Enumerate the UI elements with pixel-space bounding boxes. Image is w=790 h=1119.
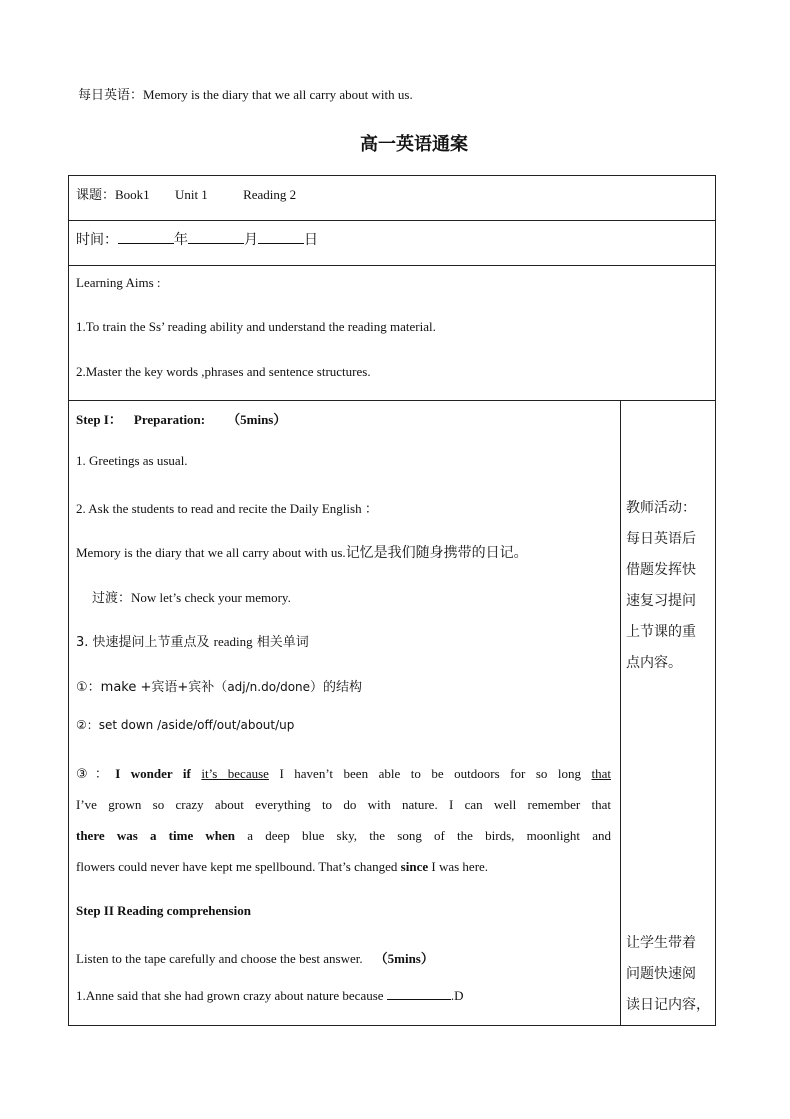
reading: Reading 2 (243, 187, 297, 202)
student-note-line: 让学生带着 (626, 935, 696, 951)
step1-line: 2. Ask the students to read and recite the Daily English ： (76, 501, 378, 516)
point-1 (76, 676, 362, 695)
line4-cn2: 相关单词 (252, 635, 309, 650)
point1-mark: ①： (76, 680, 101, 695)
point3-underline: that (591, 766, 612, 781)
table-divider (68, 265, 715, 266)
step1-heading (76, 409, 286, 428)
month-label: 月 (244, 232, 258, 248)
point1-d: 宾补（ (188, 680, 228, 695)
step2-duration: （5mins） (374, 951, 434, 966)
point3-text: I haven’t been able to be outdoors for so long (279, 766, 581, 781)
table-border-left (68, 175, 69, 1026)
day-label: 日 (304, 232, 318, 248)
aims-heading: Learning Aims : (76, 275, 161, 290)
table-divider (68, 220, 715, 221)
topic-row (76, 184, 296, 203)
point-3-line: I’ve grown so crazy about everything to do with nature. I can well remember that (76, 797, 611, 812)
question-1 (76, 987, 463, 1004)
q1-text: 1.Anne said that she had grown crazy about nature because (76, 988, 384, 1003)
student-activity (626, 928, 712, 1021)
daily-english-cn: 记忆是我们随身携带的日记。 (345, 545, 528, 561)
q1-answer: .D (450, 988, 464, 1003)
aim-item: 1.To train the Ss’ reading ability and understand the reading material. (76, 319, 436, 334)
transition-label: 过渡： (92, 591, 132, 606)
book: Book1 (115, 187, 150, 202)
teacher-activity (626, 493, 712, 679)
point3-bold: I wonder if (115, 766, 191, 781)
topic-label: 课题： (76, 188, 116, 203)
point3-mark: ③： (76, 767, 116, 782)
student-note-line: 读日记内容， (626, 997, 710, 1013)
aim-item: 2.Master the key words ,phrases and sentence structures. (76, 364, 371, 379)
step1-label: Step I： (76, 412, 122, 427)
year-blank (118, 231, 174, 244)
table-border-top (68, 175, 715, 176)
step1-line (76, 542, 528, 562)
point3-text: a deep blue sky, the song of the birds, moonlight and (247, 828, 612, 843)
teacher-note-line: 上节课的重 (626, 624, 696, 640)
transition-line (92, 587, 291, 606)
point1-f: ）的结构 (310, 680, 363, 695)
step2-instruction (76, 948, 434, 967)
teacher-note-line: 每日英语后 (626, 531, 696, 547)
day-blank (258, 231, 304, 244)
table-border-bottom (68, 1025, 715, 1026)
point1-b: 宾语 (151, 680, 178, 695)
point1-e: adj/n.do/done (227, 680, 311, 694)
daily-english (78, 84, 413, 103)
line4-cn: 3. 快速提问上节重点及 (76, 635, 214, 650)
step2-instr-text: Listen to the tape carefully and choose the best answer. (76, 951, 363, 966)
point3-underline: it’s because (201, 766, 269, 781)
point-3-line (76, 859, 488, 875)
time-row (76, 229, 318, 249)
point1-a: make + (100, 680, 152, 695)
transition-text: Now let’s check your memory. (131, 590, 291, 605)
point3-bold: there was a time when (76, 828, 236, 843)
step1-name: Preparation: (133, 412, 206, 427)
table-border-right (715, 175, 716, 1026)
time-label: 时间： (76, 232, 118, 248)
point3-text: I was here. (431, 859, 489, 874)
table-divider (68, 400, 715, 401)
page-title: 高一英语通案 (360, 134, 468, 155)
daily-prefix: 每日英语： (78, 88, 144, 103)
unit: Unit 1 (174, 187, 208, 202)
step1-duration: （5mins） (227, 412, 287, 427)
point3-bold: since (400, 859, 429, 874)
teacher-note-line: 教师活动： (626, 500, 696, 516)
point1-c: + (177, 680, 189, 695)
month-blank (188, 231, 244, 244)
daily-english-en: Memory is the diary that we all carry about with us. (76, 545, 346, 560)
teacher-note-line: 速复习提问 (626, 593, 696, 609)
daily-text: Memory is the diary that we all carry about with us. (143, 87, 413, 102)
step1-line: 1. Greetings as usual. (76, 453, 188, 468)
line4-en: reading (213, 634, 253, 649)
point-3-line (76, 828, 611, 844)
student-note-line: 问题快速阅 (626, 966, 696, 982)
point3-text: flowers could never have kept me spellbound. That’s changed (76, 859, 398, 874)
step1-line (76, 631, 309, 650)
step2-heading: Step II Reading comprehension (76, 903, 251, 918)
q1-blank (387, 987, 451, 1000)
point-2: ②：set down /aside/off/out/about/up (76, 718, 295, 732)
point-3-line (76, 766, 611, 783)
teacher-note-line: 点内容。 (626, 655, 682, 671)
year-label: 年 (174, 232, 188, 248)
table-column-divider (620, 400, 621, 1026)
teacher-note-line: 借题发挥快 (626, 562, 696, 578)
